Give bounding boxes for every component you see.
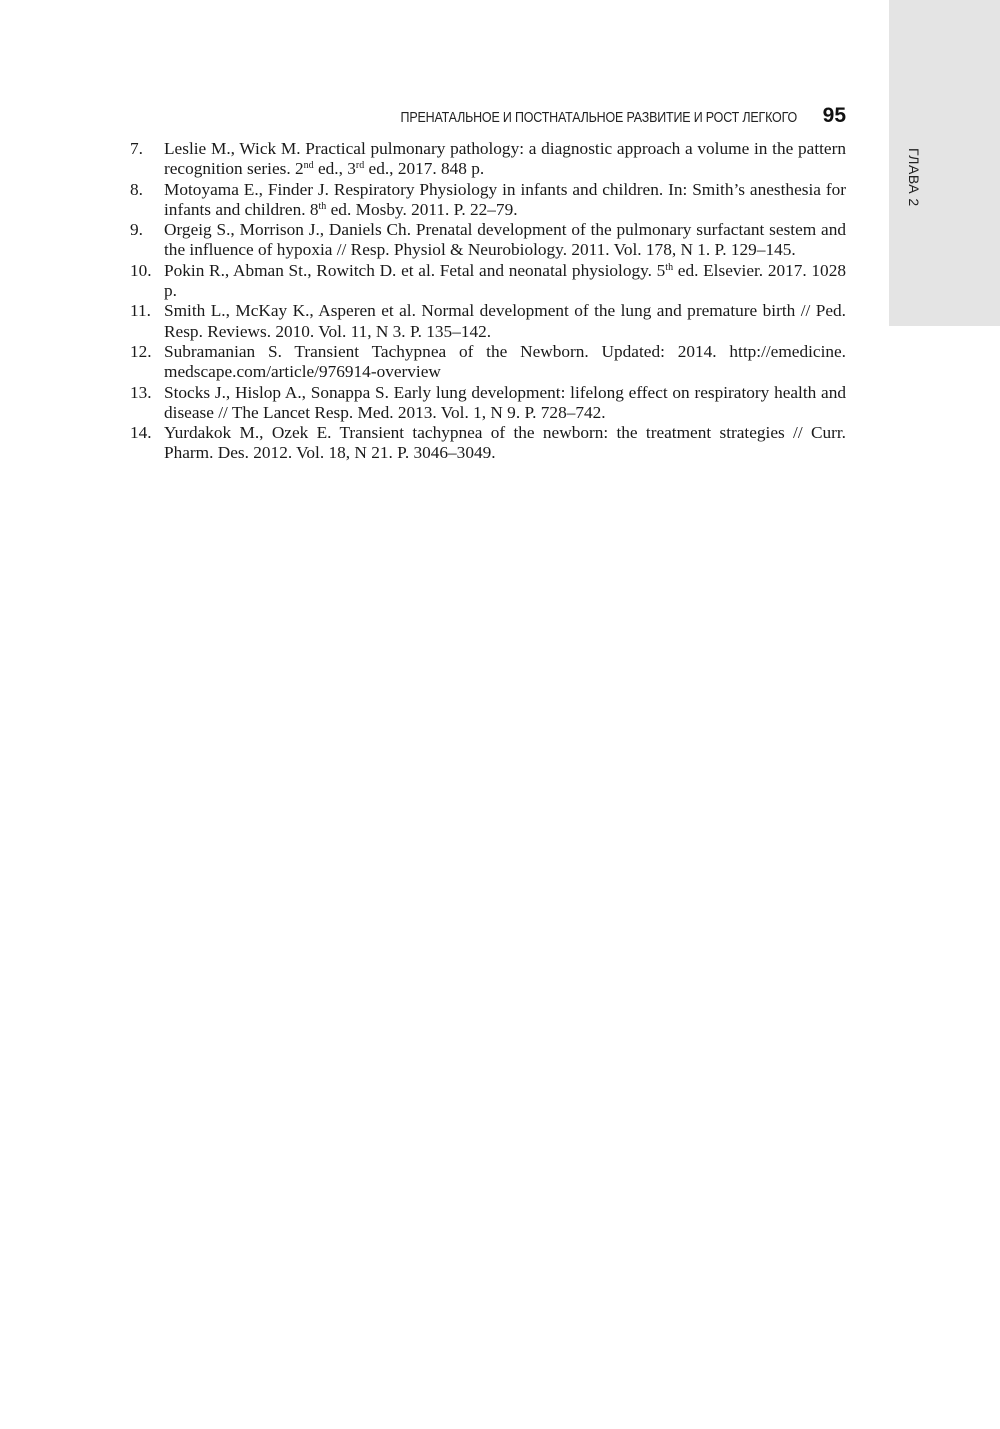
reference-number: 13. xyxy=(130,382,152,402)
reference-item xyxy=(130,180,846,221)
reference-item xyxy=(130,301,846,342)
reference-number: 9. xyxy=(130,220,143,240)
reference-text-part: Pokin R., Abman St., Rowitch D. et al. Fetal and neonatal physiology. 5 xyxy=(164,260,666,280)
reference-text xyxy=(164,220,846,261)
reference-item xyxy=(130,261,846,302)
reference-number: 7. xyxy=(130,139,143,158)
reference-text-part: Stocks J., Hislop A., Sonappa S. Early lung development: lifelong effect on respiratory health and disease // The Lancet Resp. Med. 2013. Vol. 1, N 9. P. 728–742. xyxy=(164,382,846,422)
reference-item xyxy=(130,423,846,464)
reference-text-part: Orgeig S., Morrison J., Daniels Ch. Prenatal development of the pulmonary surfactant sestem and the influence of hypoxia // Resp. Physiol & Neurobiology. 2011. Vol. 178, N 1. P. 129–145. xyxy=(164,220,846,260)
reference-text xyxy=(164,180,846,221)
reference-text-part: Motoyama E., Finder J. Respiratory Physiology in infants and children. In: Smith’s anesthesia for infants and children. 8 xyxy=(164,179,846,219)
page-number: 95 xyxy=(822,104,846,127)
running-head xyxy=(130,104,846,128)
superscript: th xyxy=(665,261,674,273)
reference-number: 14. xyxy=(130,423,152,443)
reference-text xyxy=(164,342,846,383)
reference-text-part: Yurdakok M., Ozek E. Transient tachypnea of the newborn: the treatment strategies // Curr. Pharm. Des. 2012. Vol. 18, N 21. P. 3046–3049. xyxy=(164,423,846,463)
superscript: rd xyxy=(355,160,365,172)
reference-number: 11. xyxy=(130,301,151,321)
superscript: nd xyxy=(303,160,314,172)
reference-item xyxy=(130,342,846,383)
reference-item xyxy=(130,383,846,424)
reference-text xyxy=(164,301,846,342)
reference-text-part: ed. Mosby. 2011. P. 22–79. xyxy=(326,199,518,219)
reference-text xyxy=(164,139,846,180)
reference-number: 8. xyxy=(130,179,143,199)
reference-number: 10. xyxy=(130,260,152,280)
reference-list xyxy=(130,139,846,464)
reference-text-part: Smith L., McKay K., Asperen et al. Normal development of the lung and premature birth // Ped. Resp. Reviews. 2010. Vol. 11, N 3. P. 135–142. xyxy=(164,301,846,341)
reference-text-part: ed. Elsevier. 2017. 1028 p. xyxy=(164,260,846,301)
reference-text xyxy=(164,423,846,464)
chapter-label: ГЛАВА 2 xyxy=(906,148,922,207)
reference-text-part: Subramanian S. Transient Tachypnea of the Newborn. Updated: 2014. http://emedicine.​medscape.com/article/976914-overview xyxy=(164,341,846,382)
reference-text xyxy=(164,383,846,424)
reference-text xyxy=(164,261,846,302)
running-title: ПРЕНАТАЛЬНОЕ И ПОСТНАТАЛЬНОЕ РАЗВИТИЕ И РОСТ ЛЕГКОГО xyxy=(400,110,797,126)
reference-text-part: ed., 3 xyxy=(313,159,356,179)
reference-text-part: Leslie M., Wick M. Practical pulmonary pathology: a diagnostic approach a volume in the pattern recognition series. 2 xyxy=(164,139,846,179)
superscript: th xyxy=(318,200,327,212)
reference-number: 12. xyxy=(130,341,152,361)
reference-item xyxy=(130,220,846,261)
reference-text-part: ed., 2017. 848 p. xyxy=(364,159,485,179)
reference-item xyxy=(130,139,846,180)
